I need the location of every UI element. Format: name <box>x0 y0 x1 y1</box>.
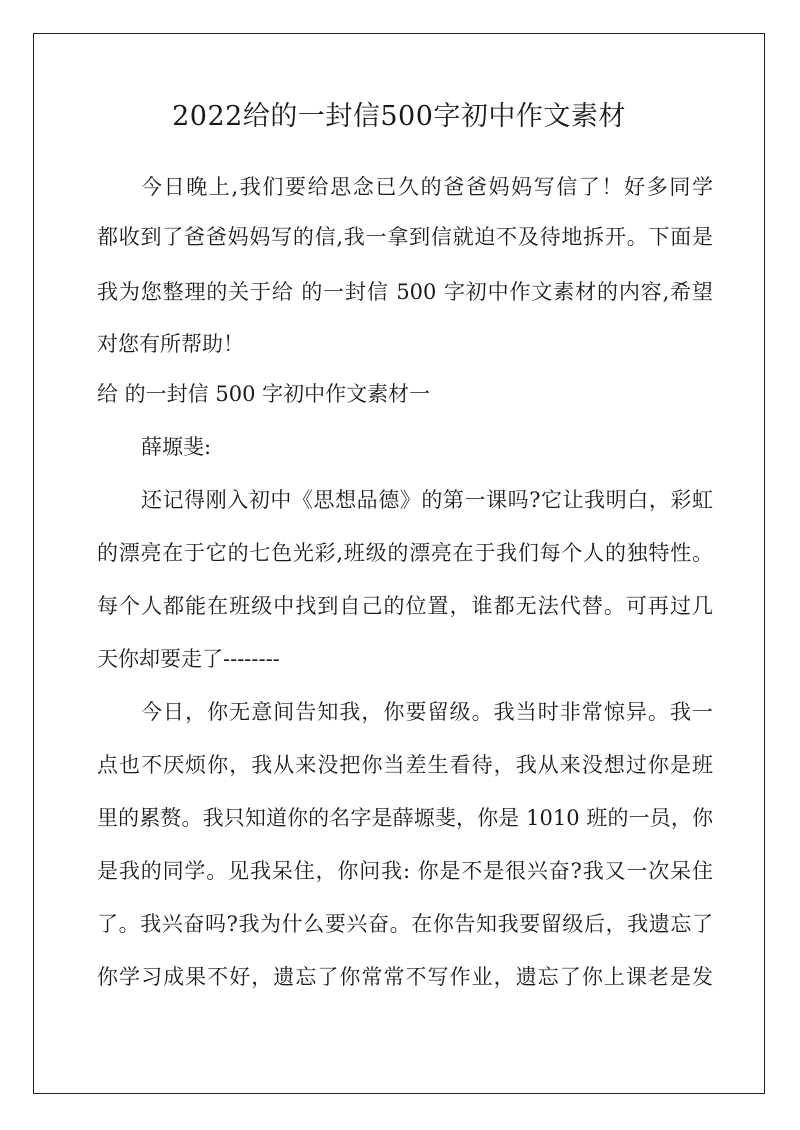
paragraph1-line-4: 天你却要走了-------- <box>97 647 280 671</box>
paragraph2-line-5: 了。我兴奋吗?我为什么要兴奋。在你告知我要留级后，我遗忘了 <box>97 912 713 936</box>
intro-line-3: 我为您整理的关于给 的一封信 500 字初中作文素材的内容,希望 <box>97 280 713 304</box>
paragraph2-line-6: 你学习成果不好，遗忘了你常常不写作业，遗忘了你上课老是发 <box>97 965 713 989</box>
intro-line-1: 今日晚上,我们要给思念已久的爸爸妈妈写信了！好多同学 <box>141 175 713 199</box>
document-title: 2022给的一封信500字初中作文素材 <box>172 101 626 132</box>
paragraph2-line-2: 点也不厌烦你，我从来没把你当差生看待，我从来没想过你是班 <box>97 753 713 777</box>
paragraph1-line-1: 还记得刚入初中《思想品德》的第一课吗?它让我明白，彩虹 <box>141 488 713 512</box>
paragraph2-line-4: 是我的同学。见我呆住，你问我: 你是不是很兴奋?我又一次呆住 <box>97 859 713 883</box>
paragraph1-line-2: 的漂亮在于它的七色光彩,班级的漂亮在于我们每个人的独特性。 <box>97 541 713 565</box>
salutation: 薛塬斐: <box>141 435 212 459</box>
paragraph1-line-3: 每个人都能在班级中找到自己的位置，谁都无法代替。可再过几 <box>97 594 713 618</box>
intro-line-2: 都收到了爸爸妈妈写的信,我一拿到信就迫不及待地拆开。下面是 <box>97 225 713 249</box>
section-heading: 给 的一封信 500 字初中作文素材一 <box>97 382 431 406</box>
intro-line-4: 对您有所帮助！ <box>97 332 244 356</box>
paragraph2-line-1: 今日，你无意间告知我，你要留级。我当时非常惊异。我一 <box>141 700 713 724</box>
paragraph2-line-3: 里的累赘。我只知道你的名字是薛塬斐，你是 1010 班的一员，你 <box>97 806 713 830</box>
